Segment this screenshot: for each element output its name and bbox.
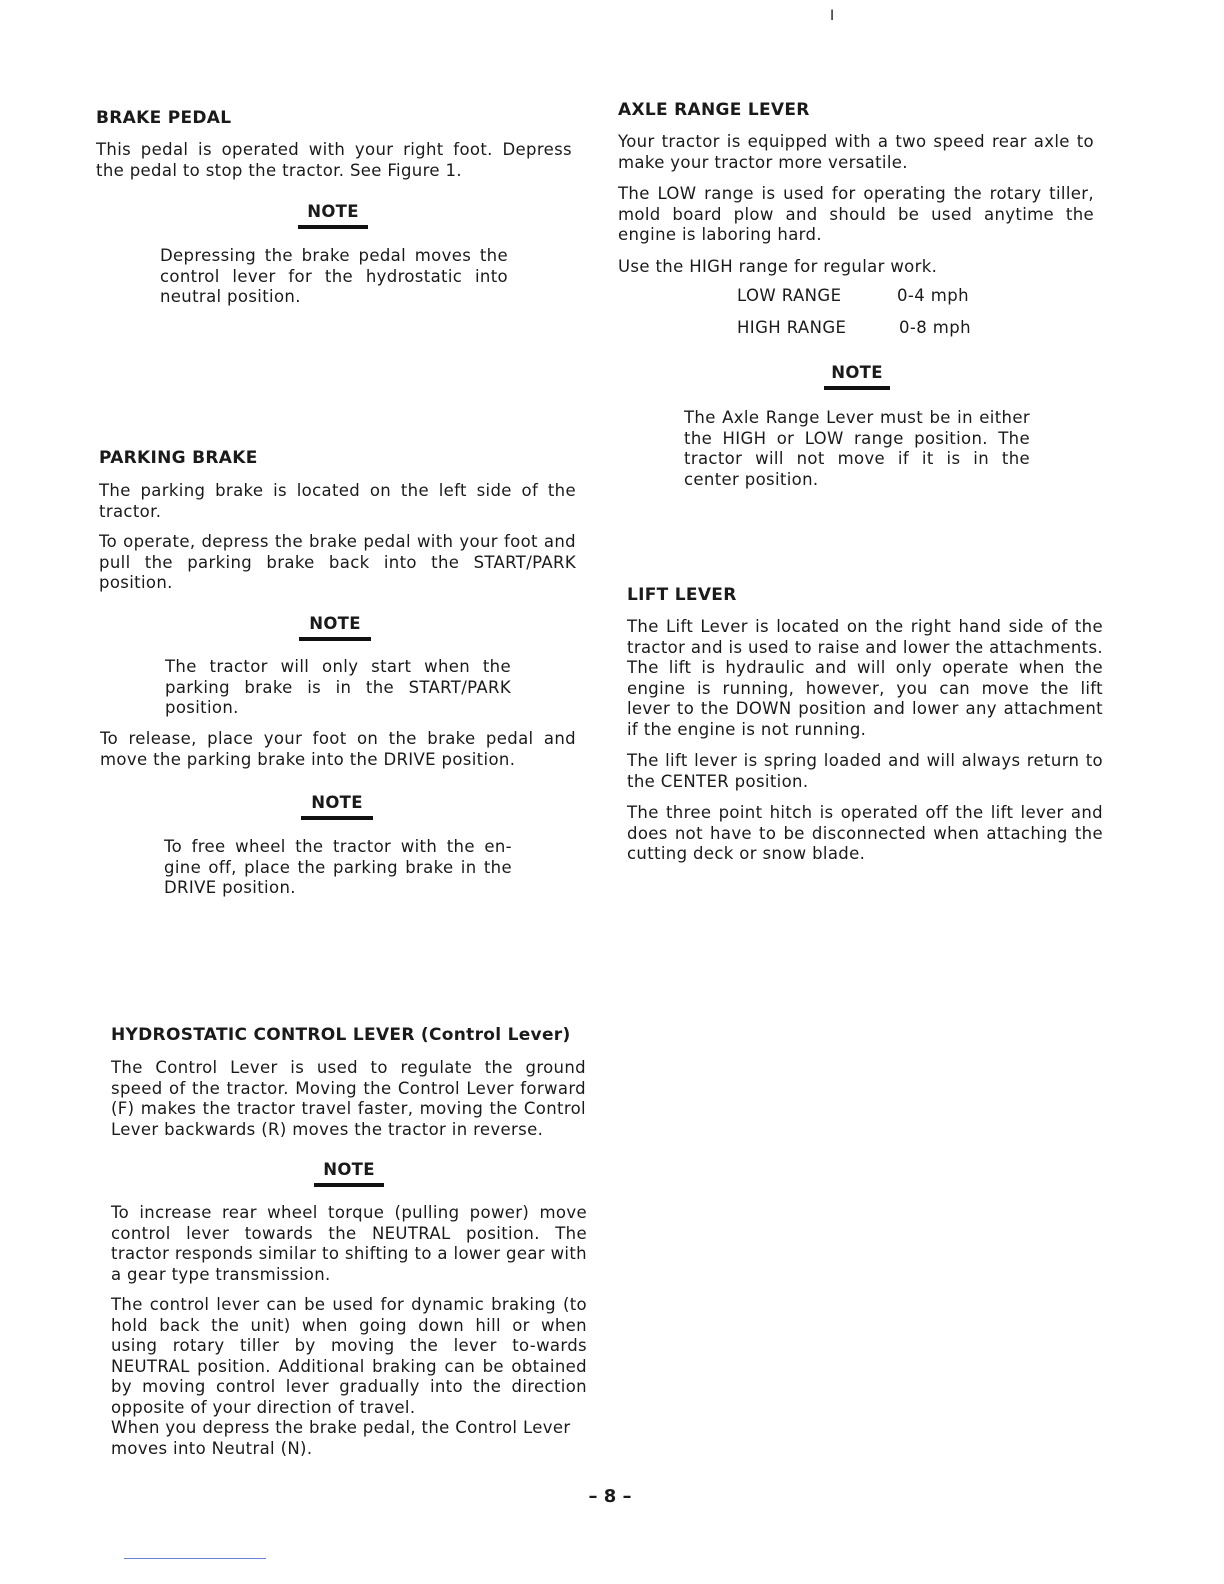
- parking-brake-note2-label: NOTE: [301, 793, 373, 820]
- brake-pedal-section: [96, 108, 572, 181]
- speed-range-label: HIGH RANGE: [737, 318, 847, 337]
- axle-range-p2: The LOW range is used for operating the rotary tiller, mold board plow and should be used anytime the engine is laboring hard.: [618, 184, 1094, 244]
- hydrostatic-p4: When you depress the brake pedal, the Control Lever moves into Neutral (N).: [111, 1418, 571, 1458]
- hydrostatic-heading: HYDROSTATIC CONTROL LEVER (Control Lever): [111, 1025, 571, 1045]
- lift-lever-section: [627, 585, 1103, 865]
- page-number: – 8 –: [588, 1486, 632, 1507]
- axle-range-section: [618, 100, 1094, 277]
- parking-brake-note1: The tractor will only start when the parking brake is in the START/PARK position.: [165, 657, 511, 717]
- axle-range-p1: Your tractor is equipped with a two speed rear axle to make your tractor more versatile.: [618, 132, 1094, 172]
- speed-range-value: 0-8 mph: [899, 318, 971, 337]
- parking-brake-heading: PARKING BRAKE: [99, 448, 258, 468]
- axle-range-note-label: NOTE: [824, 363, 890, 390]
- lift-lever-p1: The Lift Lever is located on the right hand side of the tractor and is used to raise and lower the attachments. The lift is hydraulic and will only operate when the engine is running, however, you can move the lift lever to the DOWN position and lower any attachment if the engine is not running.: [627, 617, 1103, 739]
- axle-range-note: The Axle Range Lever must be in either the HIGH or LOW range position. The tractor will not move if it is in the center position.: [684, 408, 1030, 489]
- hydrostatic-note-body: [111, 1203, 587, 1459]
- page-mark: I: [830, 8, 835, 24]
- parking-brake-p3: To release, place your foot on the brake pedal and move the parking brake into the DRIVE position.: [100, 729, 576, 769]
- axle-range-heading: AXLE RANGE LEVER: [618, 100, 810, 120]
- parking-brake-note2: To free wheel the tractor with the en-gine off, place the parking brake in the DRIVE position.: [164, 837, 512, 897]
- lift-lever-p2: The lift lever is spring loaded and will always return to the CENTER position.: [627, 751, 1103, 791]
- brake-pedal-note-label: NOTE: [298, 202, 368, 229]
- parking-brake-p2: To operate, depress the brake pedal with your foot and pull the parking brake back into the START/PARK position.: [99, 532, 576, 592]
- brake-pedal-note: Depressing the brake pedal moves the control lever for the hydrostatic into neutral position.: [160, 246, 508, 306]
- speed-row-low: [737, 286, 1037, 318]
- parking-brake-section: [99, 448, 576, 594]
- hydrostatic-section: [111, 1025, 586, 1140]
- speed-table: [737, 286, 1037, 350]
- hydrostatic-p3: The control lever can be used for dynamic braking (to hold back the unit) when going down hill or when using rotary tiller by moving the lever to-wards NEUTRAL position. Additional braking can be obtained by moving control lever gradually into the direction opposite of your direction of travel.: [111, 1295, 587, 1417]
- speed-row-high: [737, 318, 1037, 350]
- hydrostatic-p1: The Control Lever is used to regulate the ground speed of the tractor. Moving the Control Lever forward (F) makes the tractor travel faster, moving the Control Lever backwards (R) moves the tractor in reverse.: [111, 1058, 586, 1139]
- brake-pedal-body: This pedal is operated with your right foot. Depress the pedal to stop the tractor. See Figure 1.: [96, 140, 572, 180]
- axle-range-p3: Use the HIGH range for regular work.: [618, 256, 938, 276]
- speed-range-value: 0-4 mph: [897, 286, 969, 305]
- lift-lever-p3: The three point hitch is operated off the lift lever and does not have to be disconnected when attaching the cutting deck or snow blade.: [627, 803, 1103, 863]
- parking-brake-p1: The parking brake is located on the left side of the tractor.: [99, 481, 576, 521]
- lift-lever-heading: LIFT LEVER: [627, 585, 737, 605]
- brake-pedal-heading: BRAKE PEDAL: [96, 108, 232, 128]
- scan-artifact-line: [124, 1558, 266, 1559]
- hydrostatic-p2: To increase rear wheel torque (pulling power) move control lever towards the NEUTRAL position. The tractor responds similar to shifting to a lower gear with a gear type transmission.: [111, 1203, 587, 1284]
- speed-range-label: LOW RANGE: [737, 286, 842, 305]
- parking-brake-note1-label: NOTE: [299, 614, 371, 641]
- hydrostatic-note-label: NOTE: [314, 1160, 384, 1187]
